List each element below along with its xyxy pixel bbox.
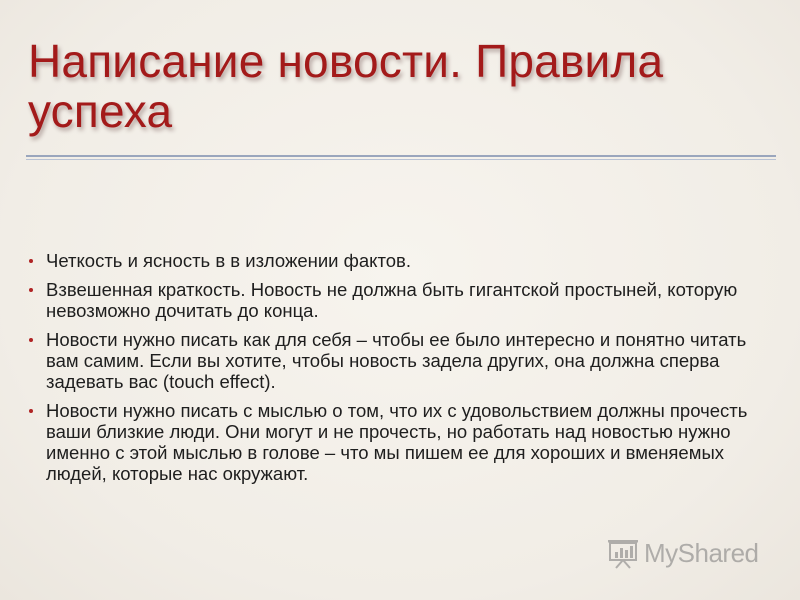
bullet-dot-icon xyxy=(29,288,33,292)
title-divider xyxy=(26,155,776,161)
slide-title: Написание новости. Правила успеха xyxy=(28,35,664,137)
bullet-dot-icon xyxy=(29,259,33,263)
bullet-text: Взвешенная краткость. Новость не должна быть гигантской простыней, которую невозможно дочитать до конца. xyxy=(46,279,738,321)
bullet-text: Четкость и ясность в в изложении фактов. xyxy=(46,250,411,271)
bullet-item xyxy=(28,279,758,321)
bullet-dot-icon xyxy=(29,409,33,413)
presentation-board-icon xyxy=(606,537,640,569)
bullet-list xyxy=(28,250,758,492)
bullet-item xyxy=(28,250,758,271)
divider-line-top xyxy=(26,155,776,157)
watermark-text: MyShared xyxy=(644,537,759,568)
divider-line-bottom xyxy=(26,159,776,160)
bullet-item xyxy=(28,400,758,484)
watermark xyxy=(606,536,759,570)
bullet-dot-icon xyxy=(29,338,33,342)
bullet-item xyxy=(28,329,758,392)
bullet-text: Новости нужно писать с мыслью о том, что их с удовольствием должны прочесть ваши близкие люди. Они могут и не прочесть, но работать над новостью нужно именно с этой мыслью в голове – что мы пишем ее для хороших и вменяемых людей, которые нас окружают. xyxy=(46,400,748,484)
bullet-text: Новости нужно писать как для себя – чтобы ее было интересно и понятно читать вам самим. Если вы хотите, чтобы новость задела других, она должна сперва задевать вас (touch effect). xyxy=(46,329,747,392)
